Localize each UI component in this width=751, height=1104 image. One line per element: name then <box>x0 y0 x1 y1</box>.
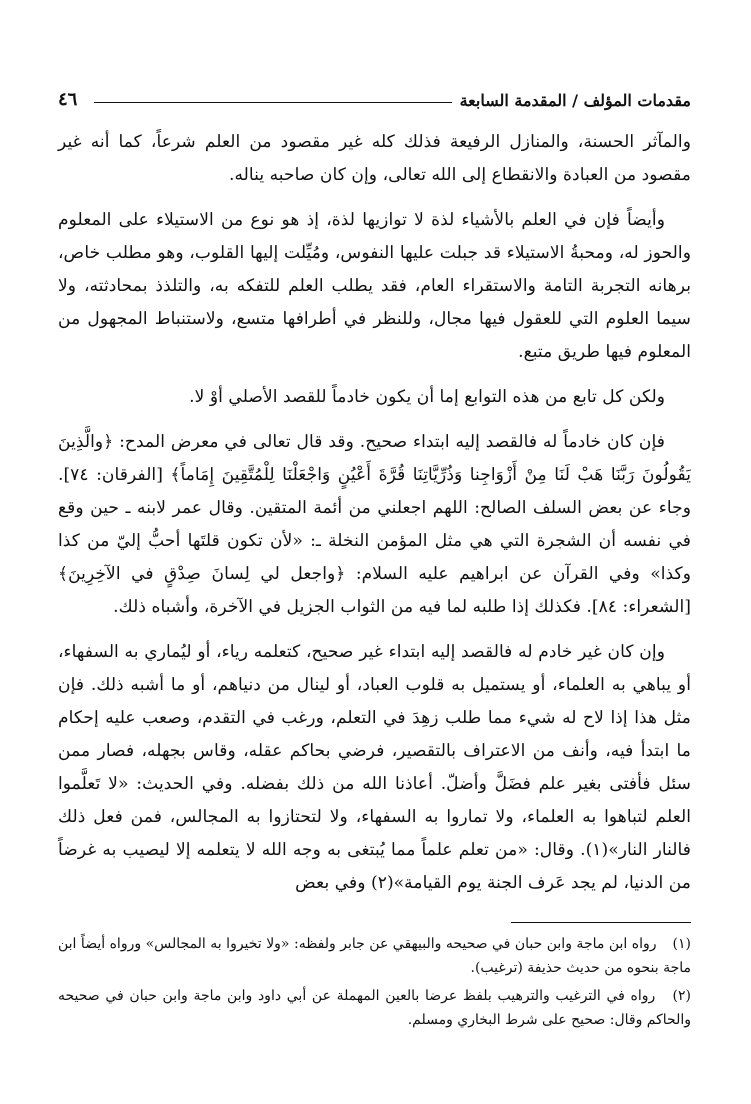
footnote-number: (٢) <box>672 988 692 1004</box>
page-number: ٤٦ <box>58 89 78 110</box>
footnote-number: (١) <box>672 936 691 952</box>
paragraph: فإن كان خادماً له فالقصد إليه ابتداء صحيح. وقد قال تعالى في معرض المدح: ﴿والَّذِينَ يَقُولُونَ رَبَّنَا هَبْ لَنَا مِنْ أَزْوَاجِنا وَذُرِّيَّاتِنَا قُرَّةَ أَعْيُنٍ وَاجْعَلْنَا لِلْمُتَّقِينَ إِمَاماً﴾ [الفرقان: ٧٤]. وجاء عن بعض السلف الصالح: اللهم اجعلني من أئمة المتقين. وقال عمر لابنه ـ حين وقع في نفسه أن الشجرة التي هي مثل المؤمن النخلة ـ: «لأن تكون قلتَها أحبُّ إليّ من كذا وكذا» وفي القرآن عن ابراهيم عليه السلام: ﴿واجعل لي لِسانَ صِدْقٍ في الآخِرِينَ﴾ [الشعراء: ٨٤]. فكذلك إذا طلبه لما فيه من الثواب الجزيل في الآخرة، وأشباه ذلك. <box>58 432 691 617</box>
footnotes <box>58 932 691 1036</box>
paragraph: ولكن كل تابع من هذه التوابع إما أن يكون خادماً للقصد الأصلي أوْ لا. <box>189 387 665 407</box>
footnote-text: رواه في الترغيب والترهيب بلفظ عرضا بالعين المهملة عن أبي داود وابن ماجة وابن حبان في صحيحه والحاكم وقال: صحيح على شرط البخاري ومسلم. <box>58 988 691 1028</box>
paragraph: وإن كان غير خادم له فالقصد إليه ابتداء غير صحيح، كتعلمه رياء، أو ليُماري به السفهاء، أو يباهي به العلماء، أو يستميل به قلوب العباد، أو لينال من دنياهم، أو ما أشبه ذلك. فإن مثل هذا إذا لاح له شيء مما طلب زهِدَ في التعلم، ورغب في التقدم، وصعب عليه إحكام ما ابتدأ فيه، وأنف من الاعتراف بالتقصير، فرضي بحاكم عقله، وقاس بجهله، فصار ممن سئل فأفتى بغير علم فضَلَّ وأضلّ. أعاذنا الله من ذلك بفضله. وفي الحديث: «لا تَعلَّموا العلم لتباهوا به العلماء، ولا تماروا به السفهاء، ولا لتحتازوا به المجالس، فمن فعل ذلك فالنار النار»(١). وقال: «من تعلم علماً مما يُبتغى به وجه الله لا يتعلمه إلا ليصيب به غرضاً من الدنيا، لم يجد عَرف الجنة يوم القيامة»(٢) وفي بعض <box>58 642 691 893</box>
paragraph: وأيضاً فإن في العلم بالأشياء لذة لا توازيها لذة، إذ هو نوع من الاستيلاء على المعلوم والحوز له، ومحبةُ الاستيلاء قد جبلت عليها النفوس، ومُيِّلت إليها القلوب، وهو مطلب خاص، برهانه التجربة التامة والاستقراء العام، فقد يطلب العلم للتفكه به، والتلذذ بمحادثته، ولا سيما العلوم التي للعقول فيها مجال، وللنظر في أطرافها متسع، ولاستنباط المجهول من المعلوم فيها طريق متبع. <box>58 210 691 362</box>
main-text <box>58 126 691 912</box>
paragraph: والمآثر الحسنة، والمنازل الرفيعة فذلك كله غير مقصود من العلم شرعاً، كما أنه غير مقصود من العبادة والانقطاع إلى الله تعالى، وإن كان صاحبه يناله. <box>58 132 691 185</box>
running-title: مقدمات المؤلف / المقدمة السابعة <box>459 91 691 110</box>
footnote-text: رواه ابن ماجة وابن حبان في صحيحه والبيهقي عن جابر ولفظه: «ولا تخيروا به المجالس» ورواه أيضاً ابن ماجة بنحوه من حديث حذيفة (ترغيب). <box>58 936 691 976</box>
footnote-divider <box>511 922 691 923</box>
footnote <box>58 932 691 980</box>
header-rule <box>94 102 452 103</box>
page-header <box>58 82 691 110</box>
footnote <box>58 984 691 1032</box>
